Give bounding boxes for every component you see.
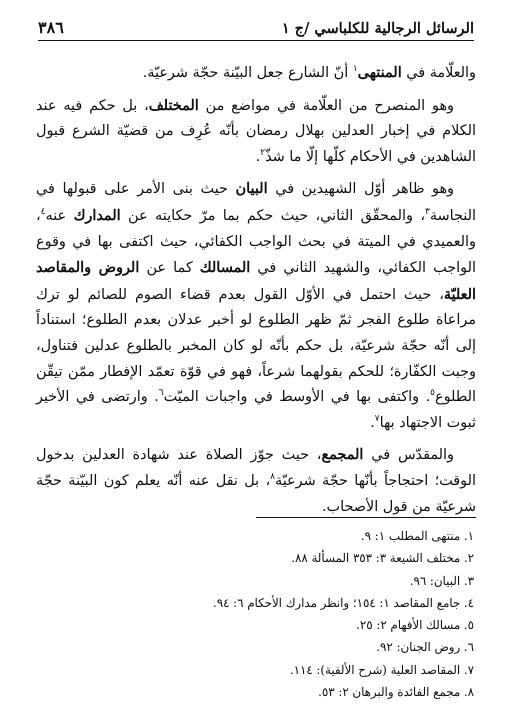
text-run: وهو ظاهر أوّل الشهيدين في [267,181,454,198]
paragraph [36,176,476,436]
text-run: عنه [45,207,74,224]
footnote-ref: ٥ [430,388,436,399]
footnote-separator [256,517,476,518]
book-title: المدارك [73,206,121,224]
text-run: . واكتفى بها في الأوسط في واجبات الميّت [163,389,431,406]
footnote: ٧. المقاصد العلية (شرح الألفية): ١١٤. [289,662,474,677]
text-run: كما عن [139,260,200,277]
book-title: المنتهى [357,64,402,81]
text-run: وهو المنصرح من العلّامة في مواضع من [198,97,454,114]
footnote: ٥. مسالك الأفهام ٢: ٢٥. [356,618,474,633]
footnote-ref: ٣ [424,207,430,218]
footnote-ref: ١ [352,64,358,75]
footnote-ref: ٧ [374,413,380,424]
page-header [38,14,474,41]
book-title: المختلف [148,96,199,114]
footnotes-list [38,525,474,703]
footnote: ٣. البيان: ٩٦. [409,573,474,588]
paragraph [36,60,476,87]
footnote: ٨. مجمع الفائدة والبرهان ٢: ٥٣. [318,685,474,700]
paragraph [36,93,476,171]
text-run: ، حيث جوّز الصلاة عند شهادة العدلين بدخول الوقت؛ احتجاجاً بأنّها حجّة شرعيّة [36,447,476,489]
footnote-ref: ٦ [158,388,164,399]
text-run: . [255,148,261,165]
book-title: المسالك [199,259,251,277]
running-title: الرسائل الرجالية للكلباسي /ج ١ [281,20,474,37]
page-number: ٣٨٦ [38,18,64,37]
text-run: حيث بنى الأمر على قبولها في النجاسة [36,181,476,224]
footnote: ١. منتهى المطلب ١: ٩. [360,529,474,543]
text-run: ، بل حكم فيه عند الكلام في إخبار العدلين بهلال رمضان بأنّه عُرِف من قضيّة الشرع قبول الشاهدين في الأحكام كلّها إلّا ما شذّ [36,97,476,165]
text-run: ، والعميدي في الميتة في بحث الواجب الكفائي، حيث اكتفى بها في وقوع الواجب الكفائي، والشهيد الثاني في [36,207,476,277]
footnote: ٤. جامع المقاصد ١: ١٥٤؛ وانظر مدارك الأحكام ٦: ٩٤. [212,595,474,610]
footnote-ref: ٤ [40,207,46,218]
text-run: ، حيث احتمل في الأوّل القول بعدم قضاء الصوم للصائم لو ترك مراعاة طلوع الفجر ثمّ ظهر الطلوع لو أخبر عدلان بعدم الطلوع؛ استناداً إلى أنّه حجّة شرعيّة، بل حكم بأنّه لو كان المخبر بالطلوع عدلين فتناول، وجبت الكفّارة؛ للحكم بقولهما شرعاً، فهو في قوّة تعمّد الإفطار ممّن تيقّن الطلوع [36,286,476,406]
paragraph [36,442,476,520]
main-text [36,60,476,526]
footnote-ref: ٨ [270,472,275,483]
book-title: البيان [235,180,268,198]
book-title: المجمع [321,446,364,464]
text-run: والعلّامة في [401,65,476,81]
text-run: ، والمحقّق الثاني، حيث حكم بما مرّ حكايته عن [120,207,425,224]
footnote: ٦. روض الجنان: ٩٢. [376,640,474,655]
footnote-ref: ٢ [260,147,266,158]
text-run: . وارتضى في الأخير ثبوت الاجتهاد بها [36,389,476,431]
text-run: . [370,414,375,431]
text-run: والمقدّس في [363,447,455,464]
text-run: ، بل نقل عنه أنّه يعلم كون البيّنة حجّة شرعيّة من قول الأصحاب. [36,472,476,515]
book-title: الروض والمقاصد العليّة [36,259,476,303]
text-run: أنّ الشارع جعل البيّنة حجّة شرعيّة. [142,65,353,81]
footnote: ٢. مختلف الشيعة ٣: ٣٥٣ المسألة ٨٨. [291,551,474,566]
